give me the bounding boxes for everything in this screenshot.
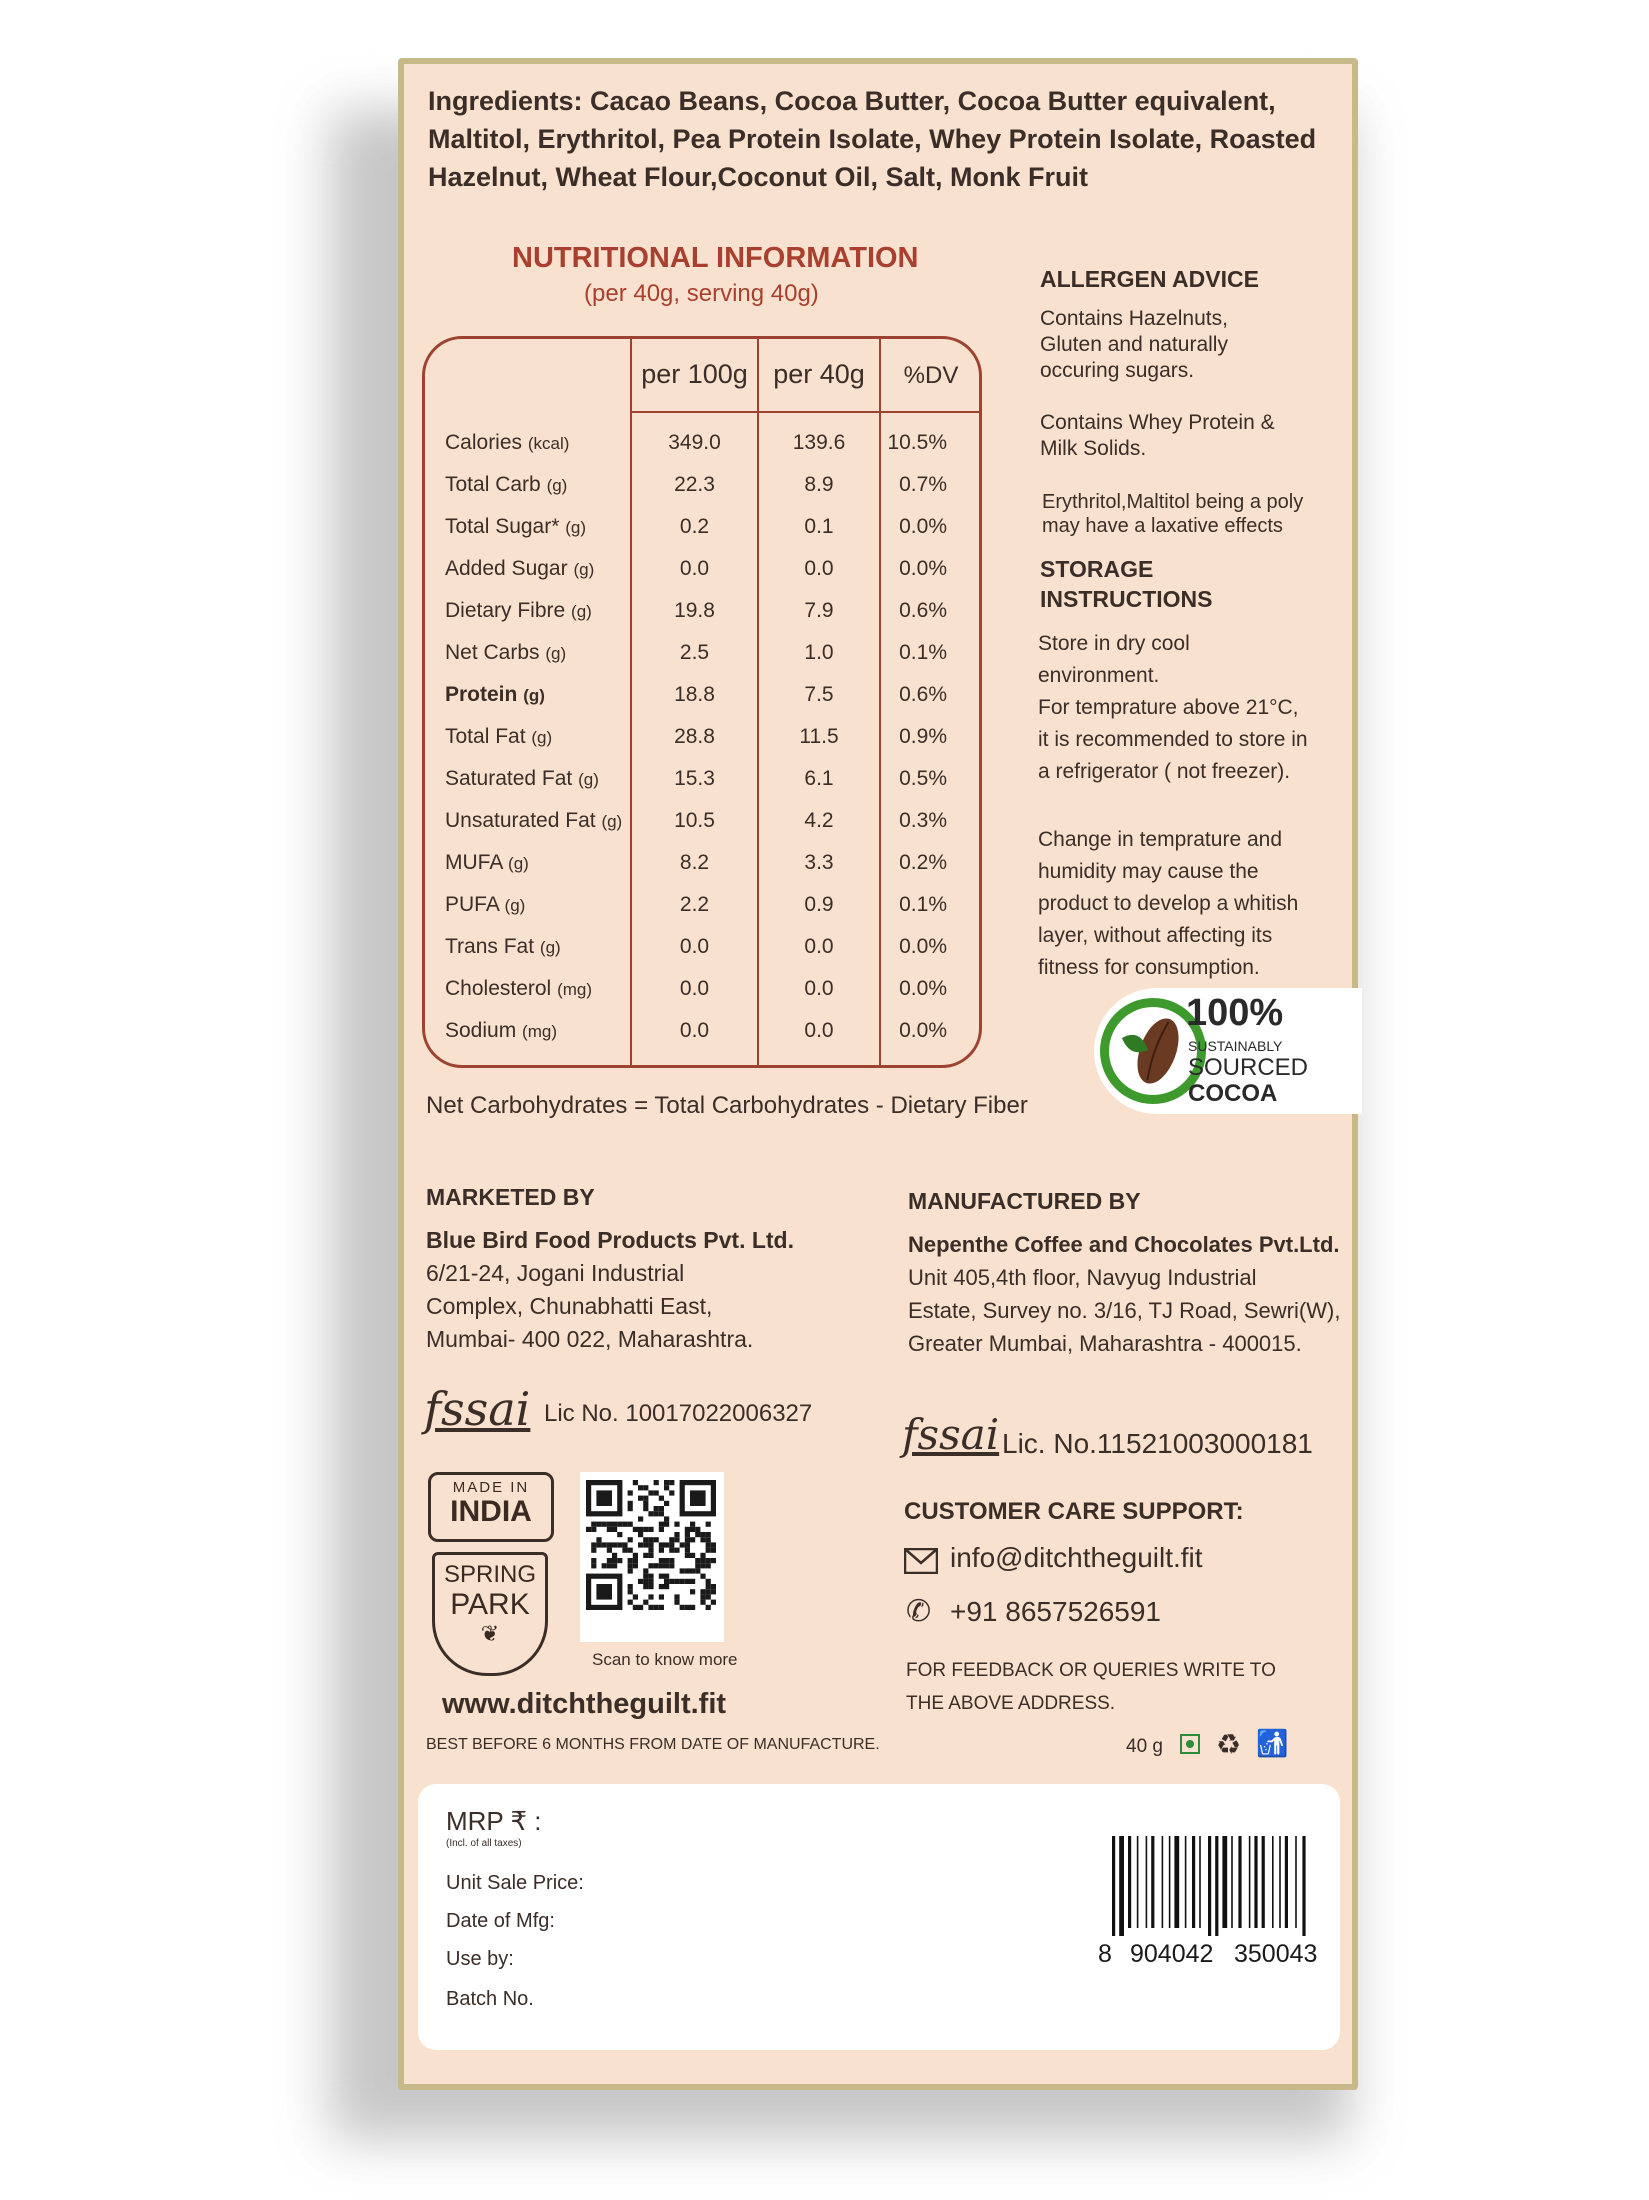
table-header-rule bbox=[630, 411, 979, 413]
barcode bbox=[1098, 1836, 1328, 1966]
marketed-license: Lic No. 10017022006327 bbox=[544, 1400, 813, 1427]
barcode-digits-right: 350043 bbox=[1234, 1940, 1318, 1968]
value-per40g: 0.0 bbox=[804, 557, 834, 580]
feedback-text bbox=[906, 1654, 1276, 1720]
nutrition-row bbox=[425, 591, 979, 633]
value-per40g: 3.3 bbox=[804, 851, 834, 874]
nutrient-name bbox=[445, 977, 592, 1001]
cocoa-line-1: SUSTAINABLY bbox=[1188, 1038, 1283, 1054]
marketed-heading: MARKETED BY bbox=[426, 1184, 595, 1210]
nutrient-name bbox=[445, 557, 594, 581]
col-header-per100g: per 100g bbox=[641, 359, 748, 389]
nutrient-unit: (g) bbox=[565, 518, 587, 537]
storage-heading bbox=[1040, 554, 1213, 614]
cocoa-pct: 100% bbox=[1186, 992, 1284, 1034]
text-line: FOR FEEDBACK OR QUERIES WRITE TO bbox=[906, 1660, 1276, 1681]
text-line: layer, without affecting its bbox=[1038, 924, 1273, 947]
text-line: THE ABOVE ADDRESS. bbox=[906, 1693, 1116, 1714]
storage-para-1 bbox=[1038, 628, 1308, 788]
batch-label: Batch No. bbox=[446, 1988, 534, 2010]
value-dv: 0.0% bbox=[899, 515, 947, 538]
nutrition-subtitle: (per 40g, serving 40g) bbox=[584, 280, 819, 307]
badge-text: SPRING bbox=[443, 1561, 536, 1588]
nutrition-row bbox=[425, 717, 979, 759]
col-header-per40g: per 40g bbox=[773, 359, 865, 389]
nutrient-unit: (g) bbox=[573, 560, 595, 579]
nutrient-name bbox=[445, 725, 552, 749]
cocoa-bean-icon: ❦ bbox=[480, 1621, 500, 1646]
value-per100g: 8.2 bbox=[679, 851, 710, 874]
value-per100g: 0.0 bbox=[679, 977, 710, 1000]
value-dv: 0.6% bbox=[899, 599, 947, 622]
text-line: humidity may cause the bbox=[1038, 860, 1259, 883]
nutrient-unit: (g) bbox=[523, 686, 545, 705]
net-carb-footnote: Net Carbohydrates = Total Carbohydrates - Dietary Fiber bbox=[426, 1092, 1028, 1119]
nutrition-row bbox=[425, 969, 979, 1011]
nutrient-name bbox=[445, 515, 586, 539]
value-per40g: 0.0 bbox=[804, 977, 834, 1000]
value-per40g: 11.5 bbox=[799, 725, 839, 748]
value-dv: 0.7% bbox=[899, 473, 947, 496]
value-per100g: 15.3 bbox=[674, 767, 715, 790]
nutrient-name bbox=[445, 1019, 557, 1043]
nutrition-row bbox=[425, 1011, 979, 1053]
nutrient-label: Cholesterol bbox=[445, 977, 552, 1000]
mrp-label: MRP ₹ : bbox=[446, 1806, 542, 1836]
nutrition-row bbox=[425, 675, 979, 717]
text-line: For temprature above 21°C, bbox=[1038, 696, 1299, 719]
nutrition-row bbox=[425, 885, 979, 927]
nutrient-name bbox=[445, 809, 622, 833]
text-line: Change in temprature and bbox=[1038, 828, 1282, 851]
text-line: Greater Mumbai, Maharashtra - 400015. bbox=[908, 1331, 1302, 1356]
cocoa-line-2: SOURCED bbox=[1188, 1054, 1309, 1081]
nutrient-label: Total Fat bbox=[445, 725, 526, 748]
text-line: Unit 405,4th floor, Navyug Industrial bbox=[908, 1265, 1257, 1290]
nutrient-unit: (g) bbox=[546, 476, 568, 495]
nutrient-label: Unsaturated Fat bbox=[445, 809, 596, 832]
fssai-logo: fssai bbox=[424, 1382, 531, 1436]
badge-text: MADE IN bbox=[452, 1479, 530, 1496]
nutrient-label: Calories bbox=[445, 431, 523, 454]
nutrient-name bbox=[445, 431, 569, 455]
nutrient-unit: (g) bbox=[545, 644, 567, 663]
value-per100g: 10.5 bbox=[674, 809, 715, 832]
value-per100g: 349.0 bbox=[668, 431, 721, 454]
nutrition-row bbox=[425, 465, 979, 507]
nutrient-name bbox=[445, 641, 566, 665]
text-line: STORAGE bbox=[1040, 556, 1154, 582]
nutrient-label: Added Sugar bbox=[445, 557, 568, 580]
text-line: Contains Hazelnuts, bbox=[1040, 307, 1228, 330]
nutrient-unit: (mg) bbox=[557, 980, 593, 999]
text-line: Store in dry cool bbox=[1038, 632, 1190, 655]
text-line: Contains Whey Protein & bbox=[1040, 411, 1275, 434]
recycle-icon: ♻ bbox=[1216, 1729, 1242, 1760]
value-per40g: 7.9 bbox=[804, 599, 834, 622]
cocoa-line-3: COCOA bbox=[1188, 1080, 1278, 1107]
text-line: Complex, Chunabhatti East, bbox=[426, 1293, 713, 1319]
badge-text: PARK bbox=[450, 1588, 530, 1621]
qr-code[interactable] bbox=[580, 1472, 724, 1642]
value-per100g: 2.5 bbox=[679, 641, 710, 664]
value-dv: 0.6% bbox=[899, 683, 947, 706]
text-line: a refrigerator ( not freezer). bbox=[1038, 760, 1291, 783]
value-dv: 0.3% bbox=[899, 809, 947, 832]
barcode-digit: 8 bbox=[1098, 1940, 1112, 1968]
nutrient-unit: (g) bbox=[508, 854, 529, 873]
text-line: Milk Solids. bbox=[1040, 437, 1147, 460]
value-per40g: 6.1 bbox=[804, 767, 834, 790]
manufactured-license: Lic. No.11521003000181 bbox=[1002, 1428, 1313, 1459]
phone-icon: ✆ bbox=[906, 1595, 932, 1628]
dispose-bin-icon: 🚮 bbox=[1256, 1728, 1289, 1758]
nutrient-unit: (g) bbox=[504, 896, 526, 915]
value-per40g: 4.2 bbox=[804, 809, 834, 832]
nutrient-label: Dietary Fibre bbox=[445, 599, 566, 622]
nutrition-table bbox=[422, 336, 982, 1068]
mail-icon bbox=[904, 1548, 938, 1581]
nutrient-unit: (g) bbox=[531, 728, 553, 747]
fssai-logo: fssai bbox=[902, 1410, 1000, 1459]
text-line: product to develop a whitish bbox=[1038, 892, 1299, 915]
value-per100g: 18.8 bbox=[674, 683, 715, 706]
nutrition-row bbox=[425, 843, 979, 885]
value-dv: 0.2% bbox=[899, 851, 947, 874]
net-weight: 40 g bbox=[1126, 1736, 1163, 1757]
mrp-note: (Incl. of all taxes) bbox=[446, 1838, 522, 1849]
value-dv: 10.5% bbox=[887, 431, 947, 454]
value-per100g: 0.0 bbox=[679, 1019, 710, 1042]
allergen-para-2 bbox=[1040, 410, 1275, 462]
value-per100g: 0.0 bbox=[679, 557, 710, 580]
value-dv: 0.9% bbox=[899, 725, 947, 748]
qr-code-icon bbox=[580, 1472, 724, 1642]
package-back-panel bbox=[398, 58, 1358, 2090]
allergen-para-3 bbox=[1042, 490, 1303, 538]
text-line: fitness for consumption. bbox=[1038, 956, 1260, 979]
customer-phone[interactable]: +91 8657526591 bbox=[950, 1596, 1161, 1627]
marketed-address bbox=[426, 1224, 794, 1356]
value-per100g: 28.8 bbox=[674, 725, 715, 748]
website-link[interactable]: www.ditchtheguilt.fit bbox=[442, 1688, 727, 1720]
unit-sale-label: Unit Sale Price: bbox=[446, 1872, 584, 1894]
veg-mark-icon bbox=[1180, 1734, 1200, 1754]
sustainable-cocoa-badge bbox=[1094, 988, 1362, 1114]
customer-email[interactable]: info@ditchtheguilt.fit bbox=[950, 1542, 1203, 1573]
text-line: may have a laxative effects bbox=[1042, 515, 1283, 537]
nutrition-row bbox=[425, 759, 979, 801]
nutrition-row bbox=[425, 801, 979, 843]
nutrient-name bbox=[445, 599, 592, 623]
barcode-digits-left: 904042 bbox=[1130, 1940, 1214, 1968]
value-per40g: 7.5 bbox=[804, 683, 834, 706]
best-before-text: BEST BEFORE 6 MONTHS FROM DATE OF MANUFACTURE. bbox=[426, 1736, 880, 1753]
manufactured-address bbox=[908, 1228, 1340, 1360]
nutrient-label: Trans Fat bbox=[445, 935, 535, 958]
ingredients-text: Ingredients: Cacao Beans, Cocoa Butter, Cocoa Butter equivalent, Maltitol, Erythritol, Pea Protein Isolate, Whey Protein Isolate, Roasted Hazelnut, Wheat Flour,Coconut Oil, Salt, Monk Fruit bbox=[428, 86, 1317, 192]
value-per40g: 0.1 bbox=[804, 515, 834, 538]
value-dv: 0.5% bbox=[899, 767, 947, 790]
value-per100g: 0.0 bbox=[679, 935, 710, 958]
nutrient-name bbox=[445, 767, 599, 791]
text-line: Mumbai- 400 022, Maharashtra. bbox=[426, 1326, 754, 1352]
nutrient-label: Sodium bbox=[445, 1019, 517, 1042]
nutrition-row bbox=[425, 507, 979, 549]
nutrition-title: NUTRITIONAL INFORMATION bbox=[512, 242, 919, 274]
value-per100g: 22.3 bbox=[674, 473, 715, 496]
value-per100g: 19.8 bbox=[674, 599, 715, 622]
nutrient-name bbox=[445, 851, 529, 875]
nutrient-unit: (kcal) bbox=[527, 434, 570, 453]
value-per100g: 2.2 bbox=[679, 893, 710, 916]
col-header-dv: %DV bbox=[903, 362, 959, 389]
made-in-india-badge bbox=[428, 1472, 554, 1542]
nutrient-name bbox=[445, 683, 545, 707]
text-line: environment. bbox=[1038, 664, 1160, 687]
nutrient-unit: (g) bbox=[601, 812, 623, 831]
value-dv: 0.0% bbox=[899, 1019, 947, 1042]
nutrition-row bbox=[425, 549, 979, 591]
scan-caption: Scan to know more bbox=[592, 1650, 738, 1669]
text-line: Estate, Survey no. 3/16, TJ Road, Sewri(W), bbox=[908, 1298, 1341, 1323]
value-dv: 0.0% bbox=[899, 935, 947, 958]
spring-park-badge bbox=[432, 1552, 548, 1676]
nutrient-name bbox=[445, 893, 525, 917]
value-dv: 0.1% bbox=[899, 893, 947, 916]
value-per40g: 0.0 bbox=[804, 1019, 834, 1042]
nutrition-row bbox=[425, 927, 979, 969]
nutrient-name bbox=[445, 935, 561, 959]
nutrient-label: Protein bbox=[445, 683, 518, 706]
value-dv: 0.0% bbox=[899, 977, 947, 1000]
customer-care-heading: CUSTOMER CARE SUPPORT: bbox=[904, 1498, 1244, 1525]
value-dv: 0.0% bbox=[899, 557, 947, 580]
storage-para-2 bbox=[1038, 824, 1298, 984]
nutrient-unit: (g) bbox=[578, 770, 599, 789]
mrp-box bbox=[418, 1784, 1340, 2050]
nutrient-unit: (g) bbox=[571, 602, 592, 621]
text-line: occuring sugars. bbox=[1040, 359, 1195, 382]
nutrient-label: MUFA bbox=[445, 851, 503, 874]
nutrient-label: Net Carbs bbox=[445, 641, 540, 664]
value-per40g: 1.0 bbox=[804, 641, 834, 664]
value-per40g: 139.6 bbox=[792, 431, 846, 454]
nutrient-name bbox=[445, 473, 567, 497]
nutrient-label: Saturated Fat bbox=[445, 767, 573, 790]
text-line: Erythritol,Maltitol being a poly bbox=[1042, 491, 1304, 513]
nutrient-label: Total Sugar* bbox=[445, 515, 560, 538]
value-per40g: 0.0 bbox=[804, 935, 834, 958]
barcode-icon bbox=[1098, 1836, 1328, 1936]
value-per100g: 0.2 bbox=[679, 515, 710, 538]
mfg-date-label: Date of Mfg: bbox=[446, 1910, 555, 1932]
text-line: it is recommended to store in bbox=[1038, 728, 1308, 751]
allergen-heading: ALLERGEN ADVICE bbox=[1040, 266, 1259, 292]
value-dv: 0.1% bbox=[899, 641, 947, 664]
nutrient-label: PUFA bbox=[445, 893, 499, 916]
nutrient-unit: (mg) bbox=[522, 1022, 557, 1041]
allergen-para-1 bbox=[1040, 306, 1228, 384]
company-name: Blue Bird Food Products Pvt. Ltd. bbox=[426, 1227, 794, 1253]
badge-text: INDIA bbox=[450, 1495, 532, 1528]
value-per40g: 8.9 bbox=[804, 473, 834, 496]
text-line: 6/21-24, Jogani Industrial bbox=[426, 1260, 685, 1286]
text-line: INSTRUCTIONS bbox=[1040, 586, 1213, 612]
nutrition-row bbox=[425, 423, 979, 465]
text-line: Gluten and naturally bbox=[1040, 333, 1228, 356]
company-name: Nepenthe Coffee and Chocolates Pvt.Ltd. bbox=[908, 1232, 1340, 1257]
use-by-label: Use by: bbox=[446, 1948, 514, 1970]
nutrient-label: Total Carb bbox=[445, 473, 541, 496]
nutrition-row bbox=[425, 633, 979, 675]
nutrient-unit: (g) bbox=[539, 938, 561, 957]
manufactured-heading: MANUFACTURED BY bbox=[908, 1188, 1141, 1214]
value-per40g: 0.9 bbox=[804, 893, 834, 916]
